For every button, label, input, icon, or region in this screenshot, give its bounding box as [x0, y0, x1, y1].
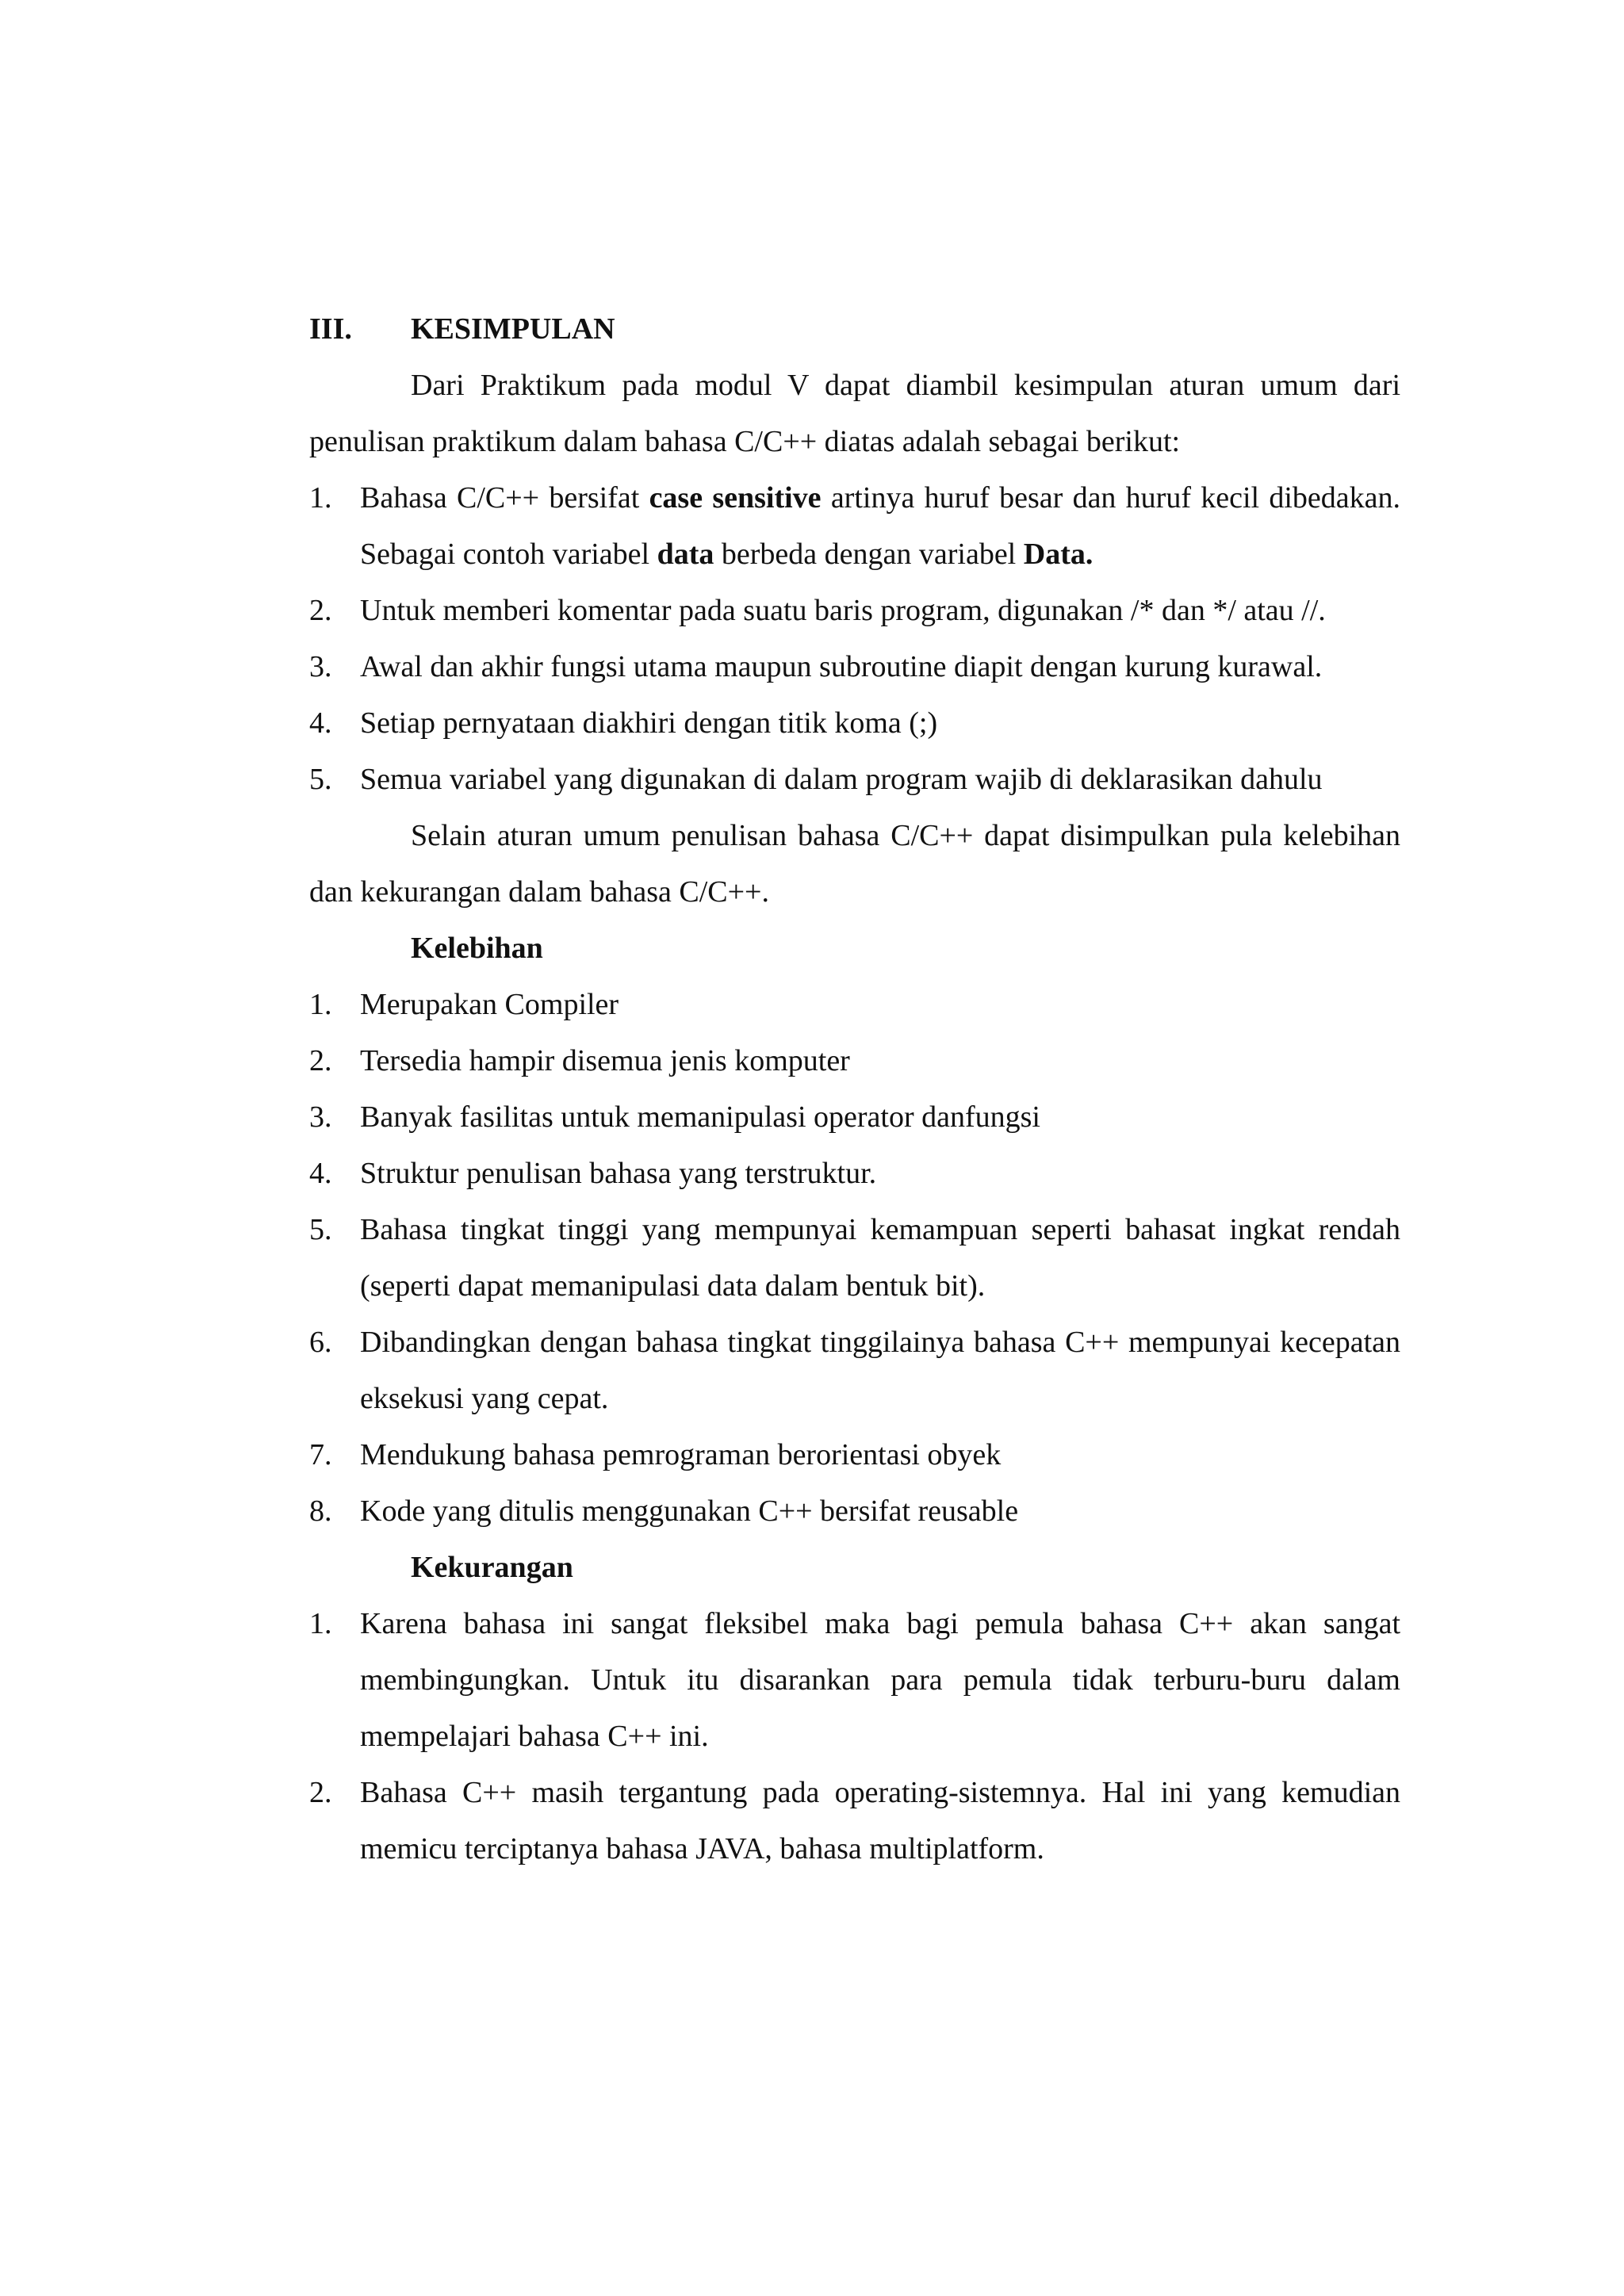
list-text: Merupakan Compiler — [360, 988, 619, 1021]
section-number: III. — [309, 312, 352, 346]
list-number: 2. — [309, 1776, 332, 1809]
list-number: 3. — [309, 650, 332, 683]
list-text: Bahasa C++ masih tergantung pada operating-sistemnya. Hal ini yang kemudian memicu terciptanya bahasa JAVA, bahasa multiplatform. — [360, 1776, 1400, 1866]
list-item — [309, 695, 1400, 752]
list-number: 3. — [309, 1100, 332, 1134]
list-item — [309, 1033, 1400, 1089]
bold-term: data — [657, 538, 714, 571]
list-text: Tersedia hampir disemua jenis komputer — [360, 1044, 850, 1077]
list-number: 6. — [309, 1326, 332, 1359]
list-number: 7. — [309, 1438, 332, 1471]
list-text: Mendukung bahasa pemrograman berorientasi obyek — [360, 1438, 1002, 1471]
section-title: KESIMPULAN — [411, 312, 615, 346]
list-item — [309, 1765, 1400, 1877]
list-number: 1. — [309, 481, 332, 515]
kekurangan-list — [309, 1596, 1400, 1877]
list-text: Kode yang ditulis menggunakan C++ bersifat reusable — [360, 1494, 1019, 1528]
list-text: Karena bahasa ini sangat fleksibel maka bagi pemula bahasa C++ akan sangat membingungkan. Untuk itu disarankan para pemula tidak terburu-buru dalam mempelajari bahasa C++ ini. — [360, 1607, 1400, 1753]
list-item — [309, 752, 1400, 808]
transition-paragraph: Selain aturan umum penulisan bahasa C/C++ dapat disimpulkan pula kelebihan dan kekurangan dalam bahasa C/C++. — [309, 819, 1400, 909]
list-item — [309, 1089, 1400, 1146]
list-text: Semua variabel yang digunakan di dalam program wajib di deklarasikan dahulu — [360, 763, 1323, 796]
list-text — [360, 470, 1400, 583]
list-text: Dibandingkan dengan bahasa tingkat tinggilainya bahasa C++ mempunyai kecepatan eksekusi yang cepat. — [360, 1326, 1400, 1415]
list-number: 5. — [309, 763, 332, 796]
bold-term: Data. — [1023, 538, 1094, 571]
list-number: 5. — [309, 1213, 332, 1246]
list-text: Untuk memberi komentar pada suatu baris program, digunakan /* dan */ atau //. — [360, 594, 1326, 627]
list-number: 4. — [309, 706, 332, 740]
list-number: 4. — [309, 1157, 332, 1190]
list-item — [309, 1146, 1400, 1202]
list-item — [309, 1202, 1400, 1314]
list-number: 8. — [309, 1494, 332, 1528]
list-text: Struktur penulisan bahasa yang terstruktur. — [360, 1157, 877, 1190]
list-item — [309, 1483, 1400, 1540]
list-number: 1. — [309, 988, 332, 1021]
section-heading — [309, 301, 1400, 358]
list-item — [309, 470, 1400, 583]
list-text: Bahasa tingkat tinggi yang mempunyai kemampuan seperti bahasat ingkat rendah (seperti dapat memanipulasi data dalam bentuk bit). — [360, 1213, 1400, 1303]
list-item — [309, 639, 1400, 695]
list-item — [309, 1596, 1400, 1765]
kekurangan-heading: Kekurangan — [411, 1551, 573, 1584]
rule-text-part: artinya huruf besar dan huruf kecil dibedakan. Sebagai contoh variabel — [360, 481, 1401, 571]
kelebihan-heading: Kelebihan — [411, 932, 543, 965]
list-number: 2. — [309, 594, 332, 627]
list-number: 2. — [309, 1044, 332, 1077]
list-item — [309, 1314, 1400, 1427]
intro-paragraph: Dari Praktikum pada modul V dapat diambil kesimpulan aturan umum dari penulisan praktikum dalam bahasa C/C++ diatas adalah sebagai berikut: — [309, 369, 1400, 458]
list-text: Awal dan akhir fungsi utama maupun subroutine diapit dengan kurung kurawal. — [360, 650, 1323, 683]
document-page — [309, 301, 1400, 1877]
list-text: Setiap pernyataan diakhiri dengan titik koma (;) — [360, 706, 938, 740]
rule-text-part: berbeda dengan variabel — [714, 538, 1024, 571]
bold-term: case sensitive — [649, 481, 822, 515]
list-number: 1. — [309, 1607, 332, 1640]
list-item — [309, 583, 1400, 639]
kelebihan-list — [309, 977, 1400, 1540]
list-item — [309, 1427, 1400, 1483]
rule-text-part: Bahasa C/C++ bersifat — [360, 481, 649, 515]
rules-list — [309, 470, 1400, 808]
list-text: Banyak fasilitas untuk memanipulasi operator danfungsi — [360, 1100, 1040, 1134]
list-item — [309, 977, 1400, 1033]
